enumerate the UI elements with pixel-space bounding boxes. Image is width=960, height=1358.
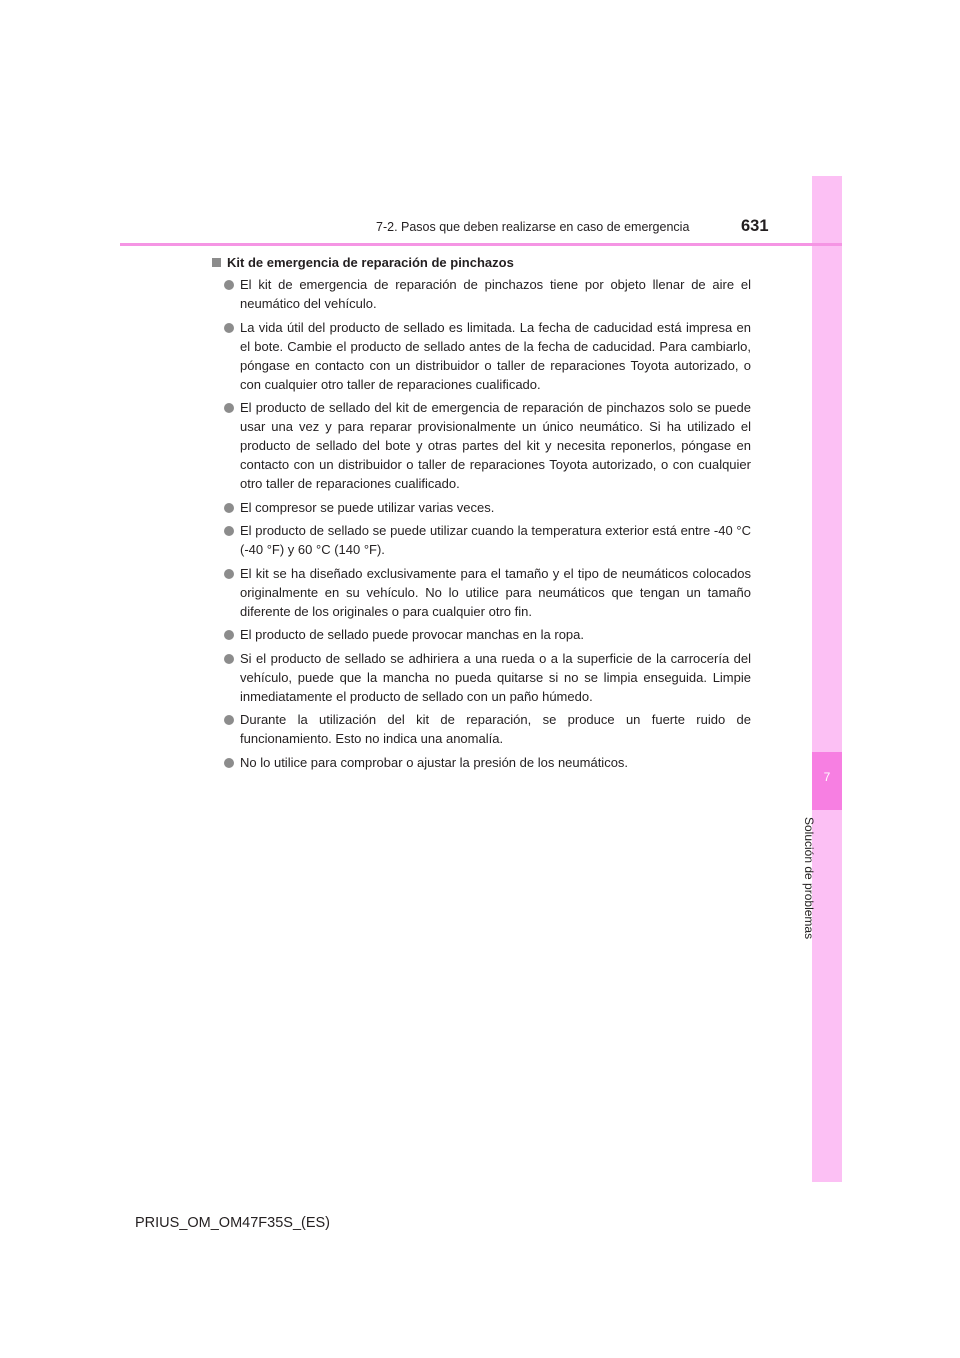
circle-bullet-icon xyxy=(224,526,234,536)
list-item-text: El producto de sellado del kit de emergencia de reparación de pinchazos solo se puede usar una vez y para reparar provisionalmente un único neumático. Si ha utilizado el producto de sellado del bote y otras partes del kit y necesita reponerlos, póngase en contacto con un distribuidor o taller de reparaciones Toyota autorizado, o con cualquier otro taller de reparaciones cualificado. xyxy=(240,400,751,491)
circle-bullet-icon xyxy=(224,503,234,513)
list-item-text: El producto de sellado puede provocar manchas en la ropa. xyxy=(240,627,584,642)
list-item-text: El compresor se puede utilizar varias veces. xyxy=(240,499,495,515)
list-item xyxy=(223,753,751,772)
list-item-text: El kit se ha diseñado exclusivamente para el tamaño y el tipo de neumáticos colocados originalmente en su vehículo. No lo utilice para neumáticos que tengan un tamaño diferente de los originales o para cualquier otro fin. xyxy=(240,565,751,619)
square-bullet-icon xyxy=(212,258,221,267)
circle-bullet-icon xyxy=(224,654,234,664)
list-item xyxy=(223,318,751,394)
list-item-text: El producto de sellado se puede utilizar cuando la temperatura exterior está entre -40 °C (-40 °F) y 60 °C (140 °F). xyxy=(240,523,751,557)
circle-bullet-icon xyxy=(224,403,234,413)
list-item xyxy=(223,564,751,621)
chapter-number: 7 xyxy=(823,770,831,784)
circle-bullet-icon xyxy=(224,569,234,579)
list-item xyxy=(223,498,751,517)
chapter-side-tab xyxy=(812,176,842,1182)
document-code: PRIUS_OM_OM47F35S_(ES) xyxy=(135,1215,331,1231)
header-rule xyxy=(120,243,842,246)
list-item-text: No lo utilice para comprobar o ajustar la presión de los neumáticos. xyxy=(240,754,629,770)
section-heading xyxy=(212,255,514,270)
section-title: Kit de emergencia de reparación de pinchazos xyxy=(227,255,514,270)
list-item xyxy=(223,710,751,748)
circle-bullet-icon xyxy=(224,715,234,725)
list-item xyxy=(223,521,751,559)
list-item-text: Durante la utilización del kit de reparación, se produce un fuerte ruido de funcionamiento. Esto no indica una anomalía. xyxy=(240,712,751,746)
running-header: 7-2. Pasos que deben realizarse en caso de emergencia xyxy=(376,220,690,234)
bullet-list xyxy=(223,275,751,776)
circle-bullet-icon xyxy=(224,758,234,768)
list-item xyxy=(223,649,751,706)
page-number: 631 xyxy=(741,217,769,235)
list-item xyxy=(223,625,751,644)
list-item-text: La vida útil del producto de sellado es limitada. La fecha de caducidad está impresa en el bote. Cambie el producto de sellado antes de la fecha de caducidad. Para cambiarlo, póngase en contacto con un distribuidor o taller de reparaciones Toyota autorizado, o con cualquier otro taller de reparaciones cualificado. xyxy=(240,319,751,392)
circle-bullet-icon xyxy=(224,323,234,333)
list-item-text: Si el producto de sellado se adhiriera a una rueda o a la superficie de la carrocería del vehículo, puede que la mancha no pueda quitarse si no se limpia enseguida. Limpie inmediatamente el producto de sellado con un paño húmedo. xyxy=(240,650,751,704)
list-item xyxy=(223,398,751,493)
circle-bullet-icon xyxy=(224,280,234,290)
circle-bullet-icon xyxy=(224,630,234,640)
list-item-text: El kit de emergencia de reparación de pinchazos tiene por objeto llenar de aire el neumático del vehículo. xyxy=(240,277,751,311)
list-item xyxy=(223,275,751,313)
chapter-label: Solución de problemas xyxy=(802,817,816,940)
